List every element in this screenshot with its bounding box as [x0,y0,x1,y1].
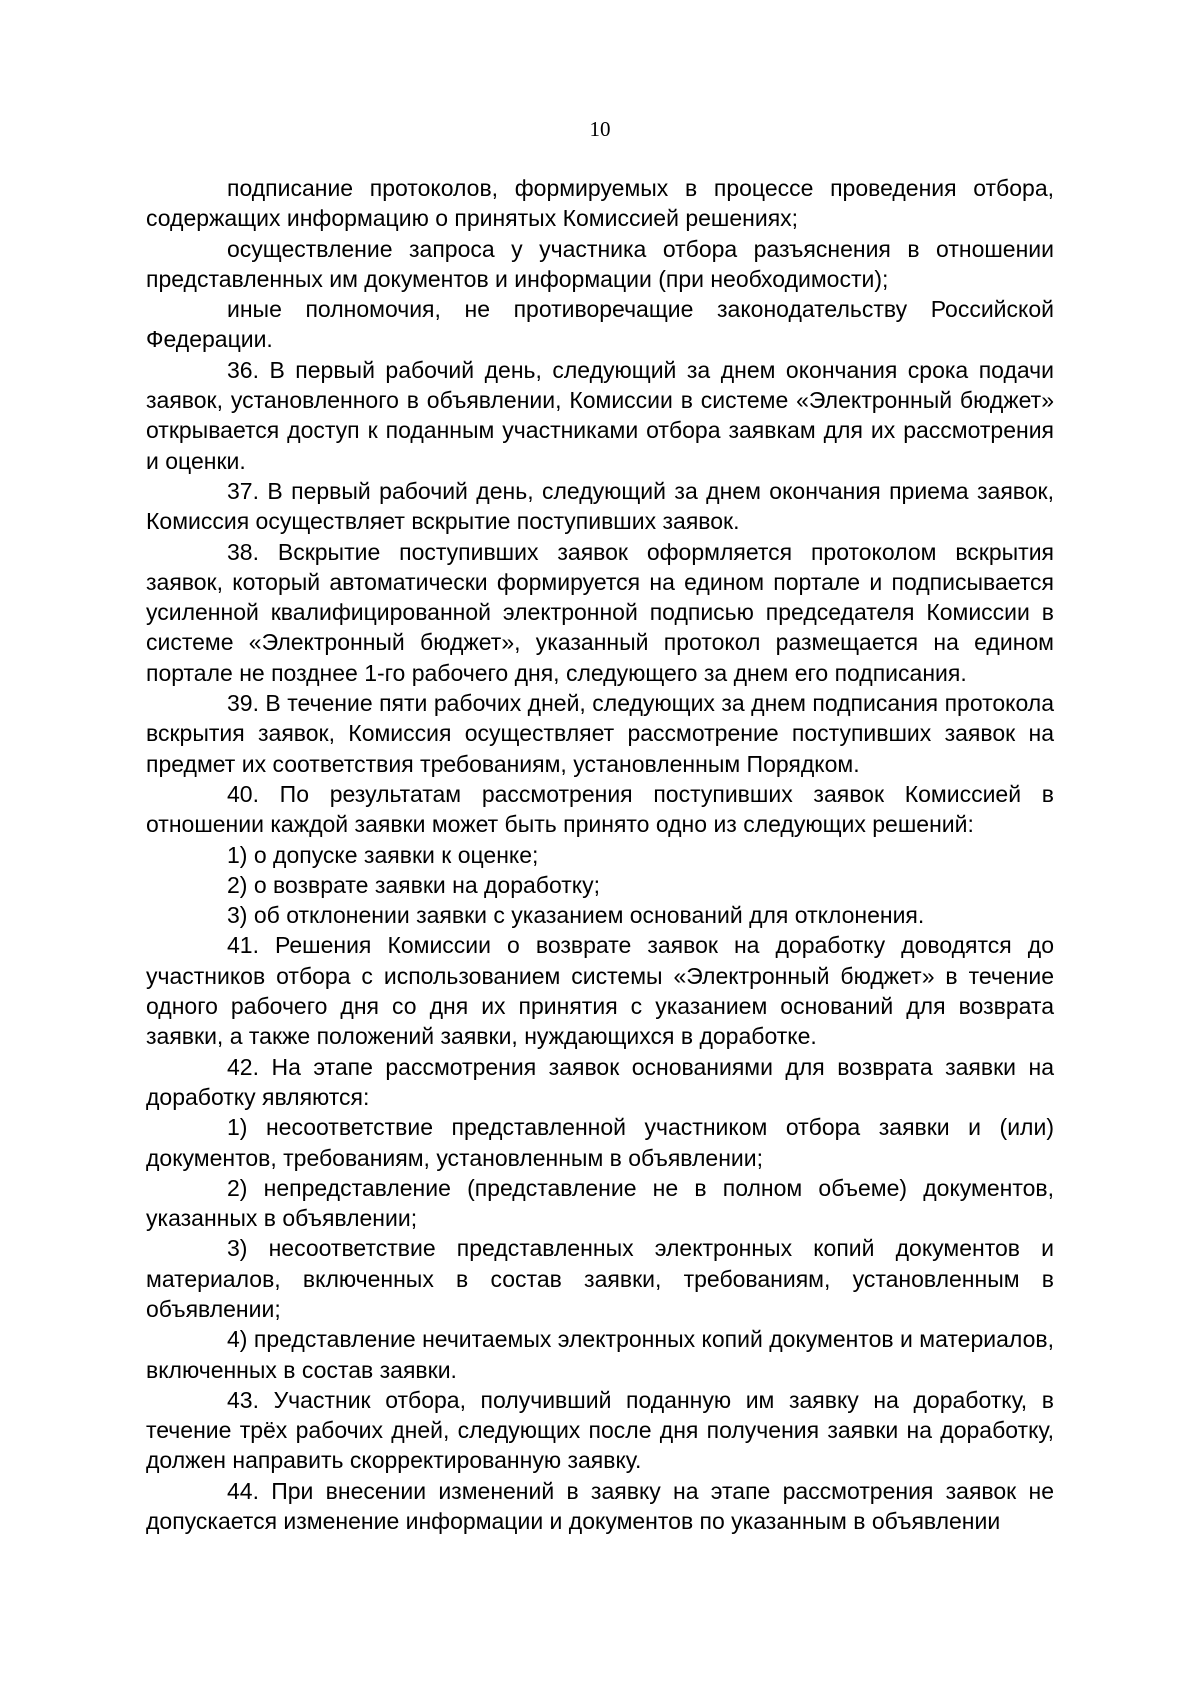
list-item-42-1: 1) несоответствие представленной участником отбора заявки и (или) документов, требованиям, установленным в объявлении; [146,1114,1054,1171]
paragraph-42: 42. На этапе рассмотрения заявок основаниями для возврата заявки на доработку являются: [146,1053,1054,1110]
paragraph-39: 39. В течение пяти рабочих дней, следующих за днем подписания протокола вскрытия заявок, Комиссия осуществляет рассмотрение поступивших заявок на предмет их соответствия требованиям, установленным Порядком. [146,690,1054,777]
paragraph-41: 41. Решения Комиссии о возврате заявок на доработку доводятся до участников отбора с использованием системы «Электронный бюджет» в течение одного рабочего дня со дня их принятия с указанием оснований для возврата заявки, а также положений заявки, нуждающихся в доработке. [146,932,1054,1050]
paragraph-43: 43. Участник отбора, получивший поданную им заявку на доработку, в течение трёх рабочих дней, следующих после дня получения заявки на доработку, должен направить скорректированную заявку. [146,1386,1054,1474]
paragraph-other-powers: иные полномочия, не противоречащие законодательству Российской Федерации. [146,296,1054,353]
paragraph-36: 36. В первый рабочий день, следующий за днем окончания срока подачи заявок, установленного в объявлении, Комиссии в системе «Электронный бюджет» открывается доступ к поданным участниками отбора заявкам для их рассмотрения и оценки. [146,356,1054,474]
list-item-40-2: 2) о возврате заявки на доработку; [227,871,601,898]
paragraph-44: 44. При внесении изменений в заявку на этапе рассмотрения заявок не допускается изменение информации и документов по указанным в объявлении [146,1477,1054,1535]
paragraph-40: 40. По результатам рассмотрения поступивших заявок Комиссией в отношении каждой заявки может быть принято одно из следующих решений: [146,780,1054,838]
list-item-42-2: 2) непредставление (представление не в полном объеме) документов, указанных в объявлении; [146,1174,1054,1232]
list-item-40-3: 3) об отклонении заявки с указанием оснований для отклонения. [227,902,925,929]
paragraph-37: 37. В первый рабочий день, следующий за днем окончания приема заявок, Комиссия осуществляет вскрытие поступивших заявок. [146,477,1054,535]
paragraph-38: 38. Вскрытие поступивших заявок оформляется протоколом вскрытия заявок, который автоматически формируется на едином портале и подписывается усиленной квалифицированной электронной подписью председателя Комиссии в системе «Электронный бюджет», указанный протокол размещается на едином портале не позднее 1-го рабочего дня, следующего за днем его подписания. [146,538,1054,686]
page-number: 10 [589,117,611,141]
paragraph-clarification-request: осуществление запроса у участника отбора разъяснения в отношении представленных им документов и информации (при необходимости); [146,235,1054,292]
paragraph-signing-protocols: подписание протоколов, формируемых в процессе проведения отбора, содержащих информацию о принятых Комиссией решениях; [146,175,1054,232]
list-item-42-3: 3) несоответствие представленных электронных копий документов и материалов, включенных в состав заявки, требованиям, установленным в объявлении; [146,1235,1054,1322]
list-item-42-4: 4) представление нечитаемых электронных копий документов и материалов, включенных в состав заявки. [146,1326,1054,1383]
list-item-40-1: 1) о допуске заявки к оценке; [227,841,539,868]
document-body [146,173,1054,1536]
